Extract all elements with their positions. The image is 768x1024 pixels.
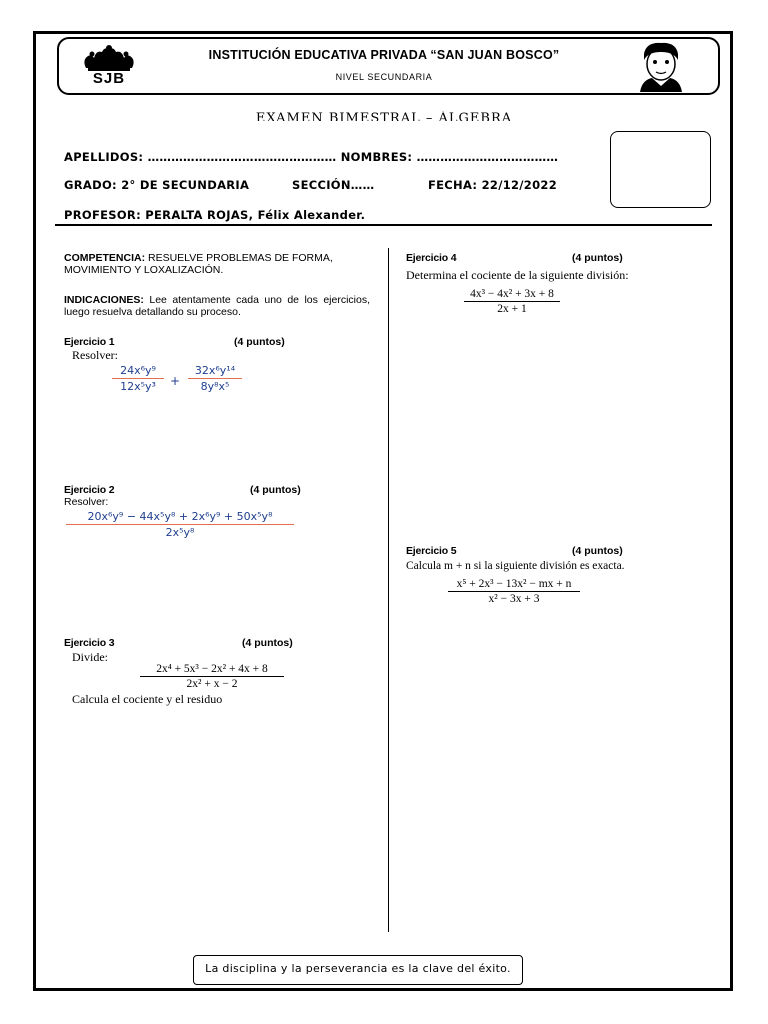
exercise-1-frac2-den: 8y⁸x⁵ [200,380,230,393]
fraction-bar [464,301,560,302]
competencia-text: RESUELVE PROBLEMAS DE FORMA, MOVIMIENTO Y LOXALIZACIÓN. [64,252,333,276]
exercise-1-fraction-1 [112,364,164,393]
exercise-4-points: (4 puntos) [572,252,623,264]
exercise-4-title: Ejercicio 4 [406,252,457,264]
exercise-3-title: Ejercicio 3 [64,637,115,649]
exercise-1-operator: + [170,374,181,388]
exercise-3-note: Calcula el cociente y el residuo [72,692,223,706]
exercise-4-denominator: 2x + 1 [497,303,527,315]
seccion-line[interactable]: SECCIÓN…… [292,178,375,192]
exam-title: EXAMEN BIMESTRAL – ÁLGEBRA [255,111,513,121]
exercise-5-points: (4 puntos) [572,545,623,557]
portrait-icon [630,40,692,92]
exercise-1-frac2-num: 32x⁶y¹⁴ [194,364,236,377]
exercise-3-points: (4 puntos) [242,637,293,649]
indicaciones-label: INDICACIONES: [64,294,144,306]
column-divider [388,248,389,932]
photo-box [610,131,711,208]
exercise-1-title: Ejercicio 1 [64,336,115,348]
exercise-1-frac1-num: 24x⁶y⁹ [120,364,156,377]
exercise-2-points: (4 puntos) [250,484,301,496]
exercise-3-fraction [140,663,284,690]
exercise-3-numerator: 2x⁴ + 5x³ − 2x² + 4x + 8 [156,663,268,675]
header-frame [57,37,720,95]
fraction-bar [448,591,580,592]
exercise-2-fraction [66,510,294,539]
logo-text: SJB [92,70,126,87]
exercise-2-instruction: Resolver: [64,496,109,508]
institution-name: INSTITUCIÓN EDUCATIVA PRIVADA “SAN JUAN BOSCO” [208,48,560,62]
exercise-1-instruction: Resolver: [72,348,118,362]
exercise-4-numerator: 4x³ − 4x² + 3x + 8 [470,288,554,300]
exercise-1-frac1-den: 12x⁵y³ [120,380,156,393]
fecha-line: FECHA: 22/12/2022 [428,178,558,192]
indicaciones [64,294,370,318]
exercise-1-fraction-2 [188,364,242,393]
portrait [630,40,692,92]
exercise-5-instruction: Calcula m + n si la siguiente división es exacta. [406,560,625,572]
exercise-5-title: Ejercicio 5 [406,545,457,557]
exercise-1-points: (4 puntos) [234,336,285,348]
fraction-bar [66,524,294,525]
level-label: NIVEL SECUNDARIA [335,72,433,82]
exercise-2-title: Ejercicio 2 [64,484,115,496]
indicaciones-text: Lee atentamente cada uno de los ejercicios, luego resuelva detallando su proceso. [64,294,370,318]
footer-motto: La disciplina y la perseverancia es la clave del éxito. [193,955,523,985]
exercise-2-numerator: 20x⁶y⁹ − 44x⁵y⁸ + 2x⁶y⁹ + 50x⁵y⁸ [87,510,273,523]
exercise-3-instruction: Divide: [72,650,108,664]
competencia-label: COMPETENCIA: [64,252,146,264]
competencia [64,252,364,276]
fraction-bar [112,378,164,379]
exercise-5-denominator: x² − 3x + 3 [488,593,540,605]
exercise-4-instruction: Determina el cociente de la siguiente división: [406,268,629,282]
exercise-2-denominator: 2x⁵y⁸ [165,526,195,539]
exercise-4-fraction [464,288,560,315]
apellidos-nombres-line[interactable]: APELLIDOS: ………………………………………… NOMBRES: ……………………………… [64,150,559,164]
exercise-5-numerator: x⁵ + 2x³ − 13x² − mx + n [456,578,572,590]
exercise-3-denominator: 2x² + x − 2 [186,678,238,690]
profesor-line: PROFESOR: PERALTA ROJAS, Félix Alexander. [64,208,366,222]
grado-line: GRADO: 2° DE SECUNDARIA [64,178,250,192]
exercise-5-fraction [448,578,580,605]
fraction-bar [188,378,242,379]
fraction-bar [140,676,284,677]
section-divider [55,224,712,226]
